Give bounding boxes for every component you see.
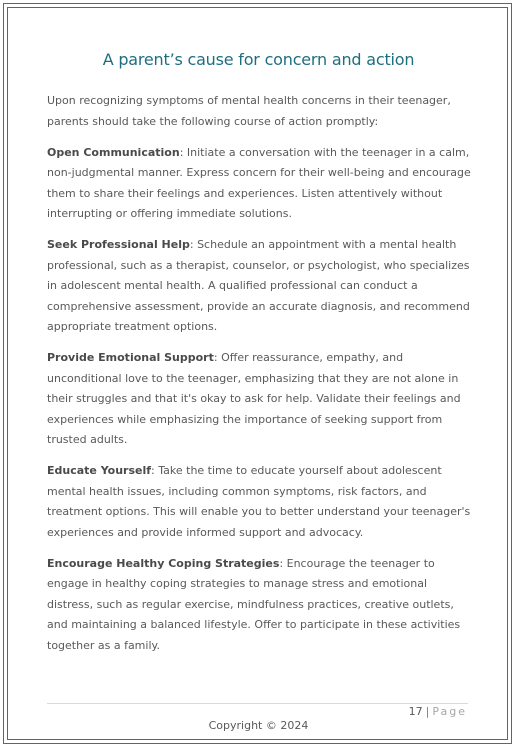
copyright-notice: Copyright © 2024	[208, 719, 309, 732]
body-content	[47, 91, 472, 667]
item-heading: Provide Emotional Support	[47, 351, 214, 364]
list-item	[47, 461, 472, 543]
item-text: : Offer reassurance, empathy, and unconditional love to the teenager, emphasizing that they are not alone in their struggles and that it's okay to ask for help. Validate their feelings and experiences while emphasizing the importance of seeking support from trusted adults.	[47, 351, 461, 446]
item-text: : Take the time to educate yourself about adolescent mental health issues, including common symptoms, risk factors, and treatment options. This will enable you to better understand your teenager's experiences and provide informed support and advocacy.	[47, 464, 471, 539]
item-heading: Open Communication	[47, 145, 180, 159]
item-text: : Schedule an appointment with a mental health professional, such as a therapist, counselor, or psychologist, who specializes in adolescent mental health. A qualified professional can conduct a comprehensive assessment, provide an accurate diagnosis, and recommend appropriate treatment options.	[47, 238, 470, 333]
item-text: : Initiate a conversation with the teenager in a calm, non-judgmental manner. Express concern for their well-being and encourage them to share their feelings and experiences. Listen attentively without interrupting or offering immediate solutions.	[47, 145, 471, 220]
list-item	[47, 554, 472, 657]
page-number-separator: |	[425, 705, 430, 718]
list-item	[47, 348, 472, 451]
item-heading: Encourage Healthy Coping Strategies	[47, 556, 280, 570]
item-heading: Seek Professional Help	[47, 238, 190, 251]
item-text: : Encourage the teenager to engage in healthy coping strategies to manage stress and emotional distress, such as regular exercise, mindfulness practices, creative outlets, and maintaining a balanced lifestyle. Offer to participate in these activities together as a family.	[47, 556, 461, 652]
list-item	[47, 235, 472, 338]
page-number	[409, 705, 467, 718]
list-item	[47, 143, 472, 225]
footer-divider	[47, 703, 468, 704]
page-number-value: 17	[408, 705, 423, 718]
item-heading: Educate Yourself	[47, 464, 152, 477]
page-title: A parent’s cause for concern and action	[102, 50, 415, 69]
page-label: Page	[432, 705, 467, 718]
intro-paragraph: Upon recognizing symptoms of mental health concerns in their teenager, parents should take the following course of action promptly:	[47, 94, 451, 128]
